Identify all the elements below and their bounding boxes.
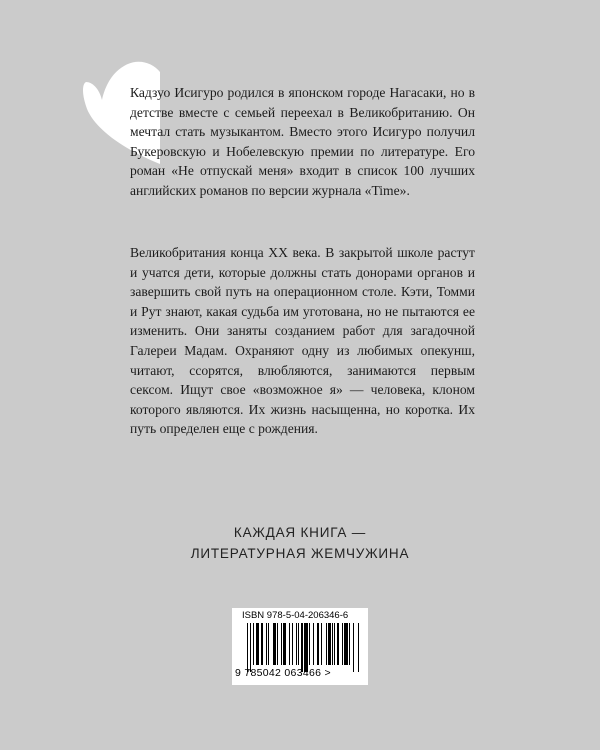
series-tagline bbox=[120, 522, 480, 564]
barcode-bar bbox=[342, 623, 343, 665]
barcode-bar bbox=[304, 623, 308, 672]
barcode-bar bbox=[253, 623, 254, 665]
barcode-bar bbox=[292, 623, 293, 665]
barcode-bar bbox=[266, 623, 267, 665]
barcode-bar bbox=[298, 623, 299, 665]
barcode-digits: 9 785042 063466 > bbox=[235, 667, 331, 679]
barcode-bar bbox=[261, 623, 264, 665]
book-synopsis bbox=[130, 243, 475, 439]
barcode-label bbox=[232, 608, 368, 685]
barcode-bar bbox=[289, 623, 290, 665]
barcode-bar bbox=[358, 623, 359, 672]
barcode-bar bbox=[268, 623, 269, 665]
barcode-bar bbox=[337, 623, 340, 665]
book-synopsis-text: Великобритания конца XX века. В закрытой школе растут и учатся дети, которые должны стать донорами органов и завершить свой путь на операционном столе. Кэти, Томми и Рут знают, какая судьба им уготована, но не пытаются ее изменить. Они заняты созданием работ для загадочной Галереи Мадам. Охраняют одну из любимых опекунш, читают, ссорятся, влюбляются, занимаются первым сексом. Ищут свое «возможное я» — человека, клоном которого являются. Их жизнь насыщенна, но коротка. Их путь определен еще с рождения. bbox=[130, 245, 475, 437]
isbn-number: ISBN 978-5-04-206346-6 bbox=[242, 610, 349, 621]
barcode-bar bbox=[317, 623, 320, 665]
barcode-bar bbox=[321, 623, 322, 665]
barcode-bar bbox=[250, 623, 251, 672]
barcode-bar bbox=[326, 623, 327, 665]
barcode-bar bbox=[281, 623, 282, 665]
barcode-bar bbox=[301, 623, 304, 672]
barcode-bar bbox=[309, 623, 310, 665]
barcode-bars bbox=[247, 623, 359, 670]
barcode-bar bbox=[328, 623, 331, 665]
barcode-bar bbox=[256, 623, 260, 665]
barcode-bar bbox=[247, 623, 248, 672]
barcode-bar bbox=[283, 623, 286, 665]
tagline-line-2: ЛИТЕРАТУРНАЯ ЖЕМЧУЖИНА bbox=[190, 546, 410, 561]
barcode-bar bbox=[332, 623, 333, 665]
barcode-bar bbox=[353, 623, 354, 672]
barcode-bar bbox=[277, 623, 278, 665]
barcode-bar bbox=[313, 623, 314, 665]
barcode-bar bbox=[344, 623, 348, 665]
tagline-line-1: КАЖДАЯ КНИГА — bbox=[233, 525, 367, 540]
barcode-bar bbox=[273, 623, 276, 665]
author-bio bbox=[130, 83, 475, 201]
barcode-bar bbox=[334, 623, 335, 665]
author-bio-text: Кадзуо Исигуро родился в японском городе Нагасаки, но в детстве вместе с семьей переехал в Великобританию. Он мечтал стать музыкантом. Вместо этого Исигуро получил Букеровскую и Нобелевскую премии по литературе. Его роман «Не отпускай меня» входит в список 100 лучших английских романов по версии журнала «Time». bbox=[130, 85, 475, 198]
barcode-bar bbox=[349, 623, 350, 665]
barcode-bar bbox=[296, 623, 297, 665]
